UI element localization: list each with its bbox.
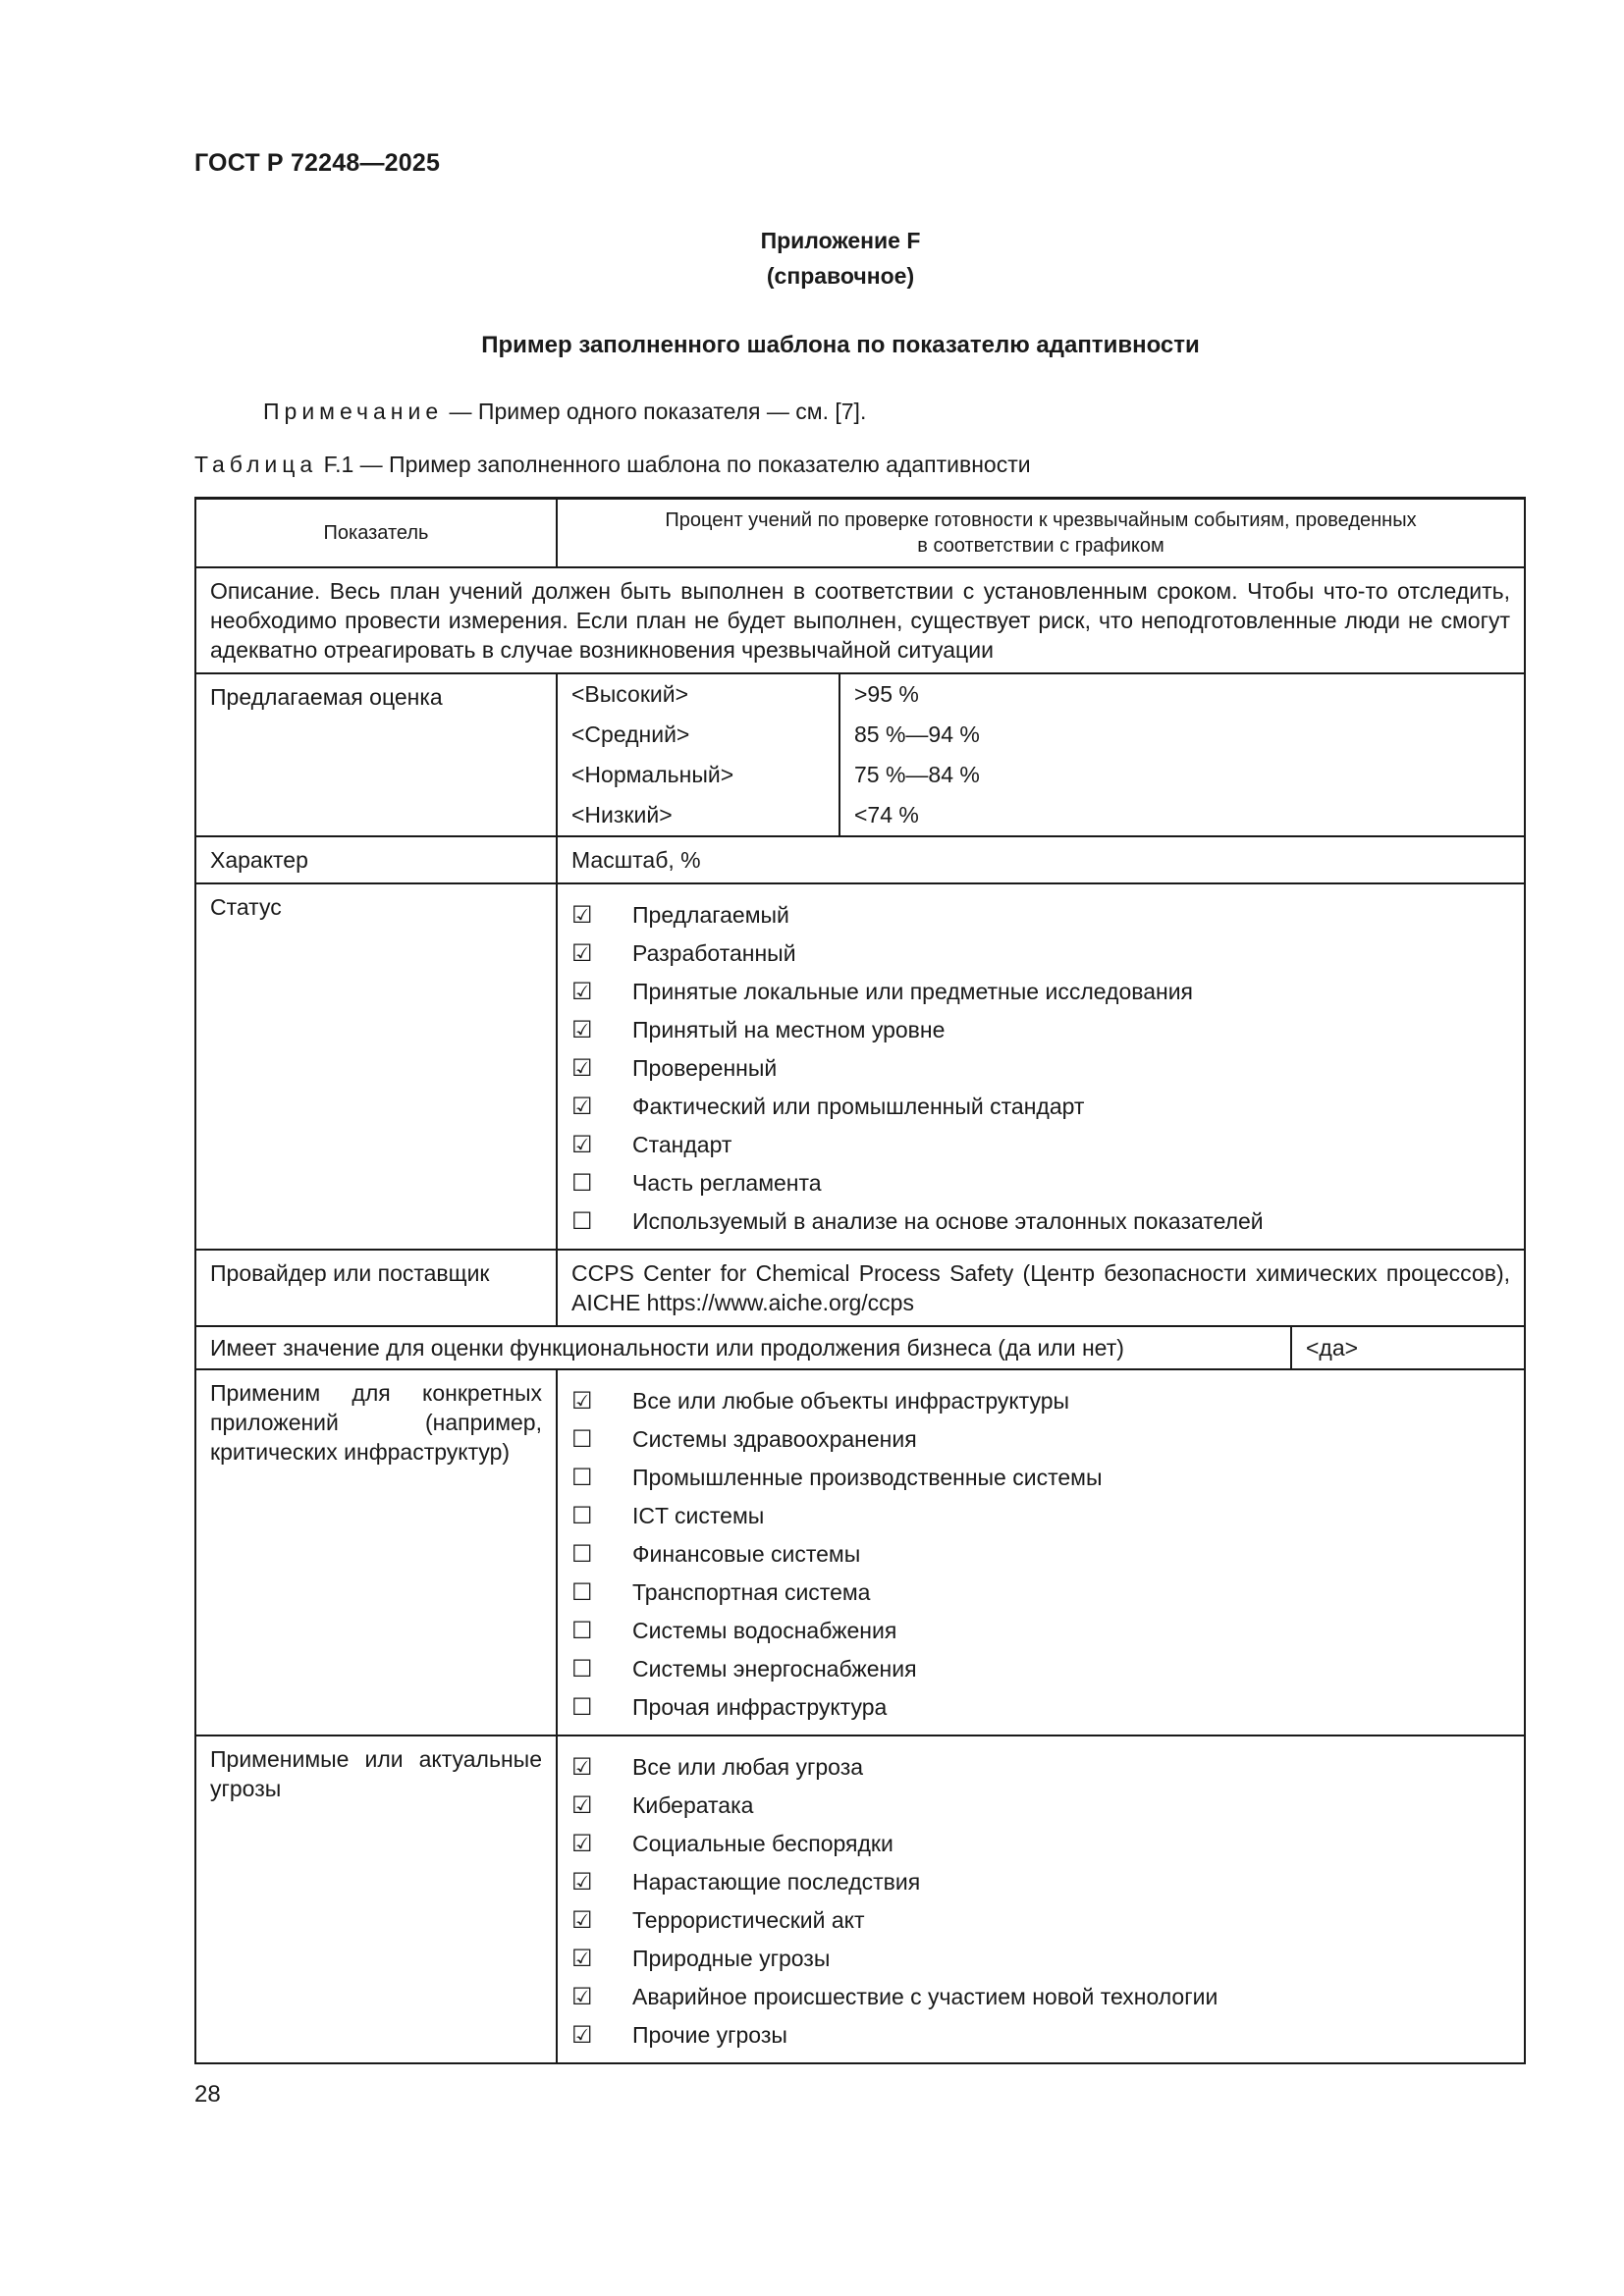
applications-label: Применим для конкретных приложений (например, критических инфраструктур)	[195, 1369, 557, 1735]
rating-level-row	[558, 674, 1524, 715]
checked-box-icon: ☑	[571, 1868, 593, 1896]
provider-row	[195, 1250, 1525, 1326]
annex-heading: Пример заполненного шаблона по показателю адаптивности	[481, 332, 1200, 358]
checked-box-icon: ☑	[571, 1791, 593, 1819]
checked-box-icon: ☑	[571, 1983, 593, 2010]
checklist-item	[571, 1901, 1510, 1940]
rating-inner-table	[558, 674, 1524, 835]
checklist-item-label: Кибератака	[632, 1792, 754, 1818]
standard-designation: ГОСТ Р 72248—2025	[194, 149, 441, 177]
checklist-item-label: Проверенный	[632, 1055, 778, 1081]
business-value: <да>	[1306, 1335, 1359, 1361]
checklist-item-label: Природные угрозы	[632, 1946, 831, 1971]
character-label: Характер	[195, 836, 557, 883]
checklist-item-label: Принятые локальные или предметные исследования	[632, 979, 1193, 1004]
header-indicator: Показатель	[195, 499, 557, 568]
checked-box-icon: ☑	[571, 1387, 593, 1415]
note	[263, 399, 866, 425]
checked-box-icon: ☑	[571, 1830, 593, 1857]
empty-box-icon: ☐	[571, 1464, 593, 1491]
table-header-row	[195, 499, 1525, 568]
indicator-table	[194, 497, 1526, 2064]
checklist-item	[571, 1688, 1510, 1727]
empty-box-icon: ☐	[571, 1617, 593, 1644]
business-inner-table	[196, 1327, 1524, 1368]
empty-box-icon: ☐	[571, 1540, 593, 1568]
checklist-item	[571, 1202, 1510, 1241]
status-row	[195, 883, 1525, 1250]
checklist-item	[571, 1126, 1510, 1164]
checklist-item-label: Прочие угрозы	[632, 2022, 787, 2048]
checklist-item	[571, 896, 1510, 934]
checked-box-icon: ☑	[571, 1054, 593, 1082]
checklist-item-label: Системы здравоохранения	[632, 1426, 917, 1452]
empty-box-icon: ☐	[571, 1425, 593, 1453]
character-value: Масштаб, %	[557, 836, 1525, 883]
checked-box-icon: ☑	[571, 1131, 593, 1158]
checklist-item-label: Промышленные производственные системы	[632, 1465, 1103, 1490]
threats-checklist	[571, 1744, 1510, 2055]
checklist-item	[571, 1459, 1510, 1497]
checklist-item-label: Стандарт	[632, 1132, 732, 1157]
checklist-item	[571, 1748, 1510, 1787]
checked-box-icon: ☑	[571, 978, 593, 1005]
checklist-item-label: ICT системы	[632, 1503, 765, 1528]
rating-level-row	[558, 795, 1524, 835]
status-values	[557, 883, 1525, 1250]
empty-box-icon: ☐	[571, 1207, 593, 1235]
threats-label: Применимые или актуальные угрозы	[195, 1735, 557, 2063]
threats-values	[557, 1735, 1525, 2063]
header-indicator-value	[557, 499, 1525, 568]
checklist-item	[571, 1825, 1510, 1863]
checklist-item	[571, 1612, 1510, 1650]
checklist-item-label: Все или любые объекты инфраструктуры	[632, 1388, 1070, 1414]
threats-row	[195, 1735, 1525, 2063]
header-value-line2: в соответствии с графиком	[917, 535, 1164, 557]
annex-subtitle: (справочное)	[766, 263, 915, 289]
rating-level-row	[558, 755, 1524, 795]
checked-box-icon: ☑	[571, 939, 593, 967]
checklist-item-label: Аварийное происшествие с участием новой технологии	[632, 1984, 1218, 2009]
rating-values	[557, 673, 1525, 836]
table-caption-text: F.1 — Пример заполненного шаблона по показателю адаптивности	[317, 452, 1031, 477]
applications-row	[195, 1369, 1525, 1735]
checked-box-icon: ☑	[571, 1093, 593, 1120]
applications-values	[557, 1369, 1525, 1735]
checklist-item-label: Системы энергоснабжения	[632, 1656, 917, 1682]
checklist-item	[571, 1382, 1510, 1420]
description-text: Описание. Весь план учений должен быть выполнен в соответствии с установленным сроком. Чтобы что-то отследить, необходимо провести измерения. Если план не будет выполнен, существует риск, что неподготовленные люди не смогут адекватно отреагировать в случае возникновения чрезвычайной ситуации	[195, 567, 1525, 673]
empty-box-icon: ☐	[571, 1578, 593, 1606]
empty-box-icon: ☐	[571, 1655, 593, 1682]
applications-checklist	[571, 1378, 1510, 1727]
note-text: — Пример одного показателя — см. [7].	[443, 399, 867, 424]
checklist-item	[571, 1049, 1510, 1088]
checklist-item	[571, 934, 1510, 973]
description-row	[195, 567, 1525, 673]
status-checklist	[571, 892, 1510, 1241]
checklist-item	[571, 1650, 1510, 1688]
status-label: Статус	[195, 883, 557, 1250]
checklist-item-label: Системы водоснабжения	[632, 1618, 897, 1643]
checklist-item-label: Используемый в анализе на основе эталонных показателей	[632, 1208, 1264, 1234]
checklist-item-label: Социальные беспорядки	[632, 1831, 893, 1856]
rating-range: <74 %	[854, 802, 919, 828]
rating-level: <Высокий>	[558, 674, 839, 715]
checked-box-icon: ☑	[571, 1906, 593, 1934]
checklist-item-label: Принятый на местном уровне	[632, 1017, 946, 1042]
checklist-item-label: Разработанный	[632, 940, 796, 966]
checked-box-icon: ☑	[571, 1945, 593, 1972]
rating-level: <Средний>	[558, 715, 839, 755]
checklist-item	[571, 1088, 1510, 1126]
checklist-item	[571, 1863, 1510, 1901]
checklist-item	[571, 1787, 1510, 1825]
checklist-item	[571, 1535, 1510, 1574]
checklist-item	[571, 1940, 1510, 1978]
checklist-item-label: Транспортная система	[632, 1579, 871, 1605]
rating-label: Предлагаемая оценка	[195, 673, 557, 836]
table-caption-label: Таблица	[194, 452, 318, 477]
business-row	[195, 1326, 1525, 1369]
checked-box-icon: ☑	[571, 1016, 593, 1043]
checklist-item	[571, 1420, 1510, 1459]
checked-box-icon: ☑	[571, 1753, 593, 1781]
annex-title: Приложение F	[760, 228, 921, 253]
provider-value: CCPS Center for Chemical Process Safety (Центр безопасности химических процессов), AICHE https://www.aiche.org/ccps	[557, 1250, 1525, 1326]
checklist-item-label: Нарастающие последствия	[632, 1869, 921, 1895]
rating-row	[195, 673, 1525, 836]
checklist-item	[571, 1978, 1510, 2016]
table-caption	[194, 452, 1031, 478]
checklist-item	[571, 1574, 1510, 1612]
rating-range: 75 %—84 %	[854, 762, 980, 787]
character-row	[195, 836, 1525, 883]
checked-box-icon: ☑	[571, 2021, 593, 2049]
page-number: 28	[194, 2081, 221, 2108]
checklist-item-label: Финансовые системы	[632, 1541, 861, 1567]
rating-range: 85 %—94 %	[854, 721, 980, 747]
checklist-item-label: Прочая инфраструктура	[632, 1694, 888, 1720]
provider-label: Провайдер или поставщик	[195, 1250, 557, 1326]
rating-level: <Нормальный>	[558, 755, 839, 795]
business-label: Имеет значение для оценки функциональности или продолжения бизнеса (да или нет)	[196, 1327, 1291, 1368]
header-value-line1: Процент учений по проверке готовности к чрезвычайным событиям, проведенных	[665, 509, 1417, 531]
note-label: Примечание	[263, 399, 444, 424]
rating-level: <Низкий>	[558, 795, 839, 835]
empty-box-icon: ☐	[571, 1169, 593, 1197]
checked-box-icon: ☑	[571, 901, 593, 929]
checklist-item	[571, 973, 1510, 1011]
business-cell	[195, 1326, 1525, 1369]
rating-level-row	[558, 715, 1524, 755]
checklist-item	[571, 1497, 1510, 1535]
checklist-item	[571, 1011, 1510, 1049]
checklist-item-label: Часть регламента	[632, 1170, 822, 1196]
rating-range: >95 %	[854, 681, 919, 707]
checklist-item-label: Предлагаемый	[632, 902, 789, 928]
checklist-item-label: Террористический акт	[632, 1907, 865, 1933]
checklist-item-label: Все или любая угроза	[632, 1754, 864, 1780]
empty-box-icon: ☐	[571, 1502, 593, 1529]
checklist-item-label: Фактический или промышленный стандарт	[632, 1094, 1085, 1119]
checklist-item	[571, 1164, 1510, 1202]
checklist-item	[571, 2016, 1510, 2055]
empty-box-icon: ☐	[571, 1693, 593, 1721]
